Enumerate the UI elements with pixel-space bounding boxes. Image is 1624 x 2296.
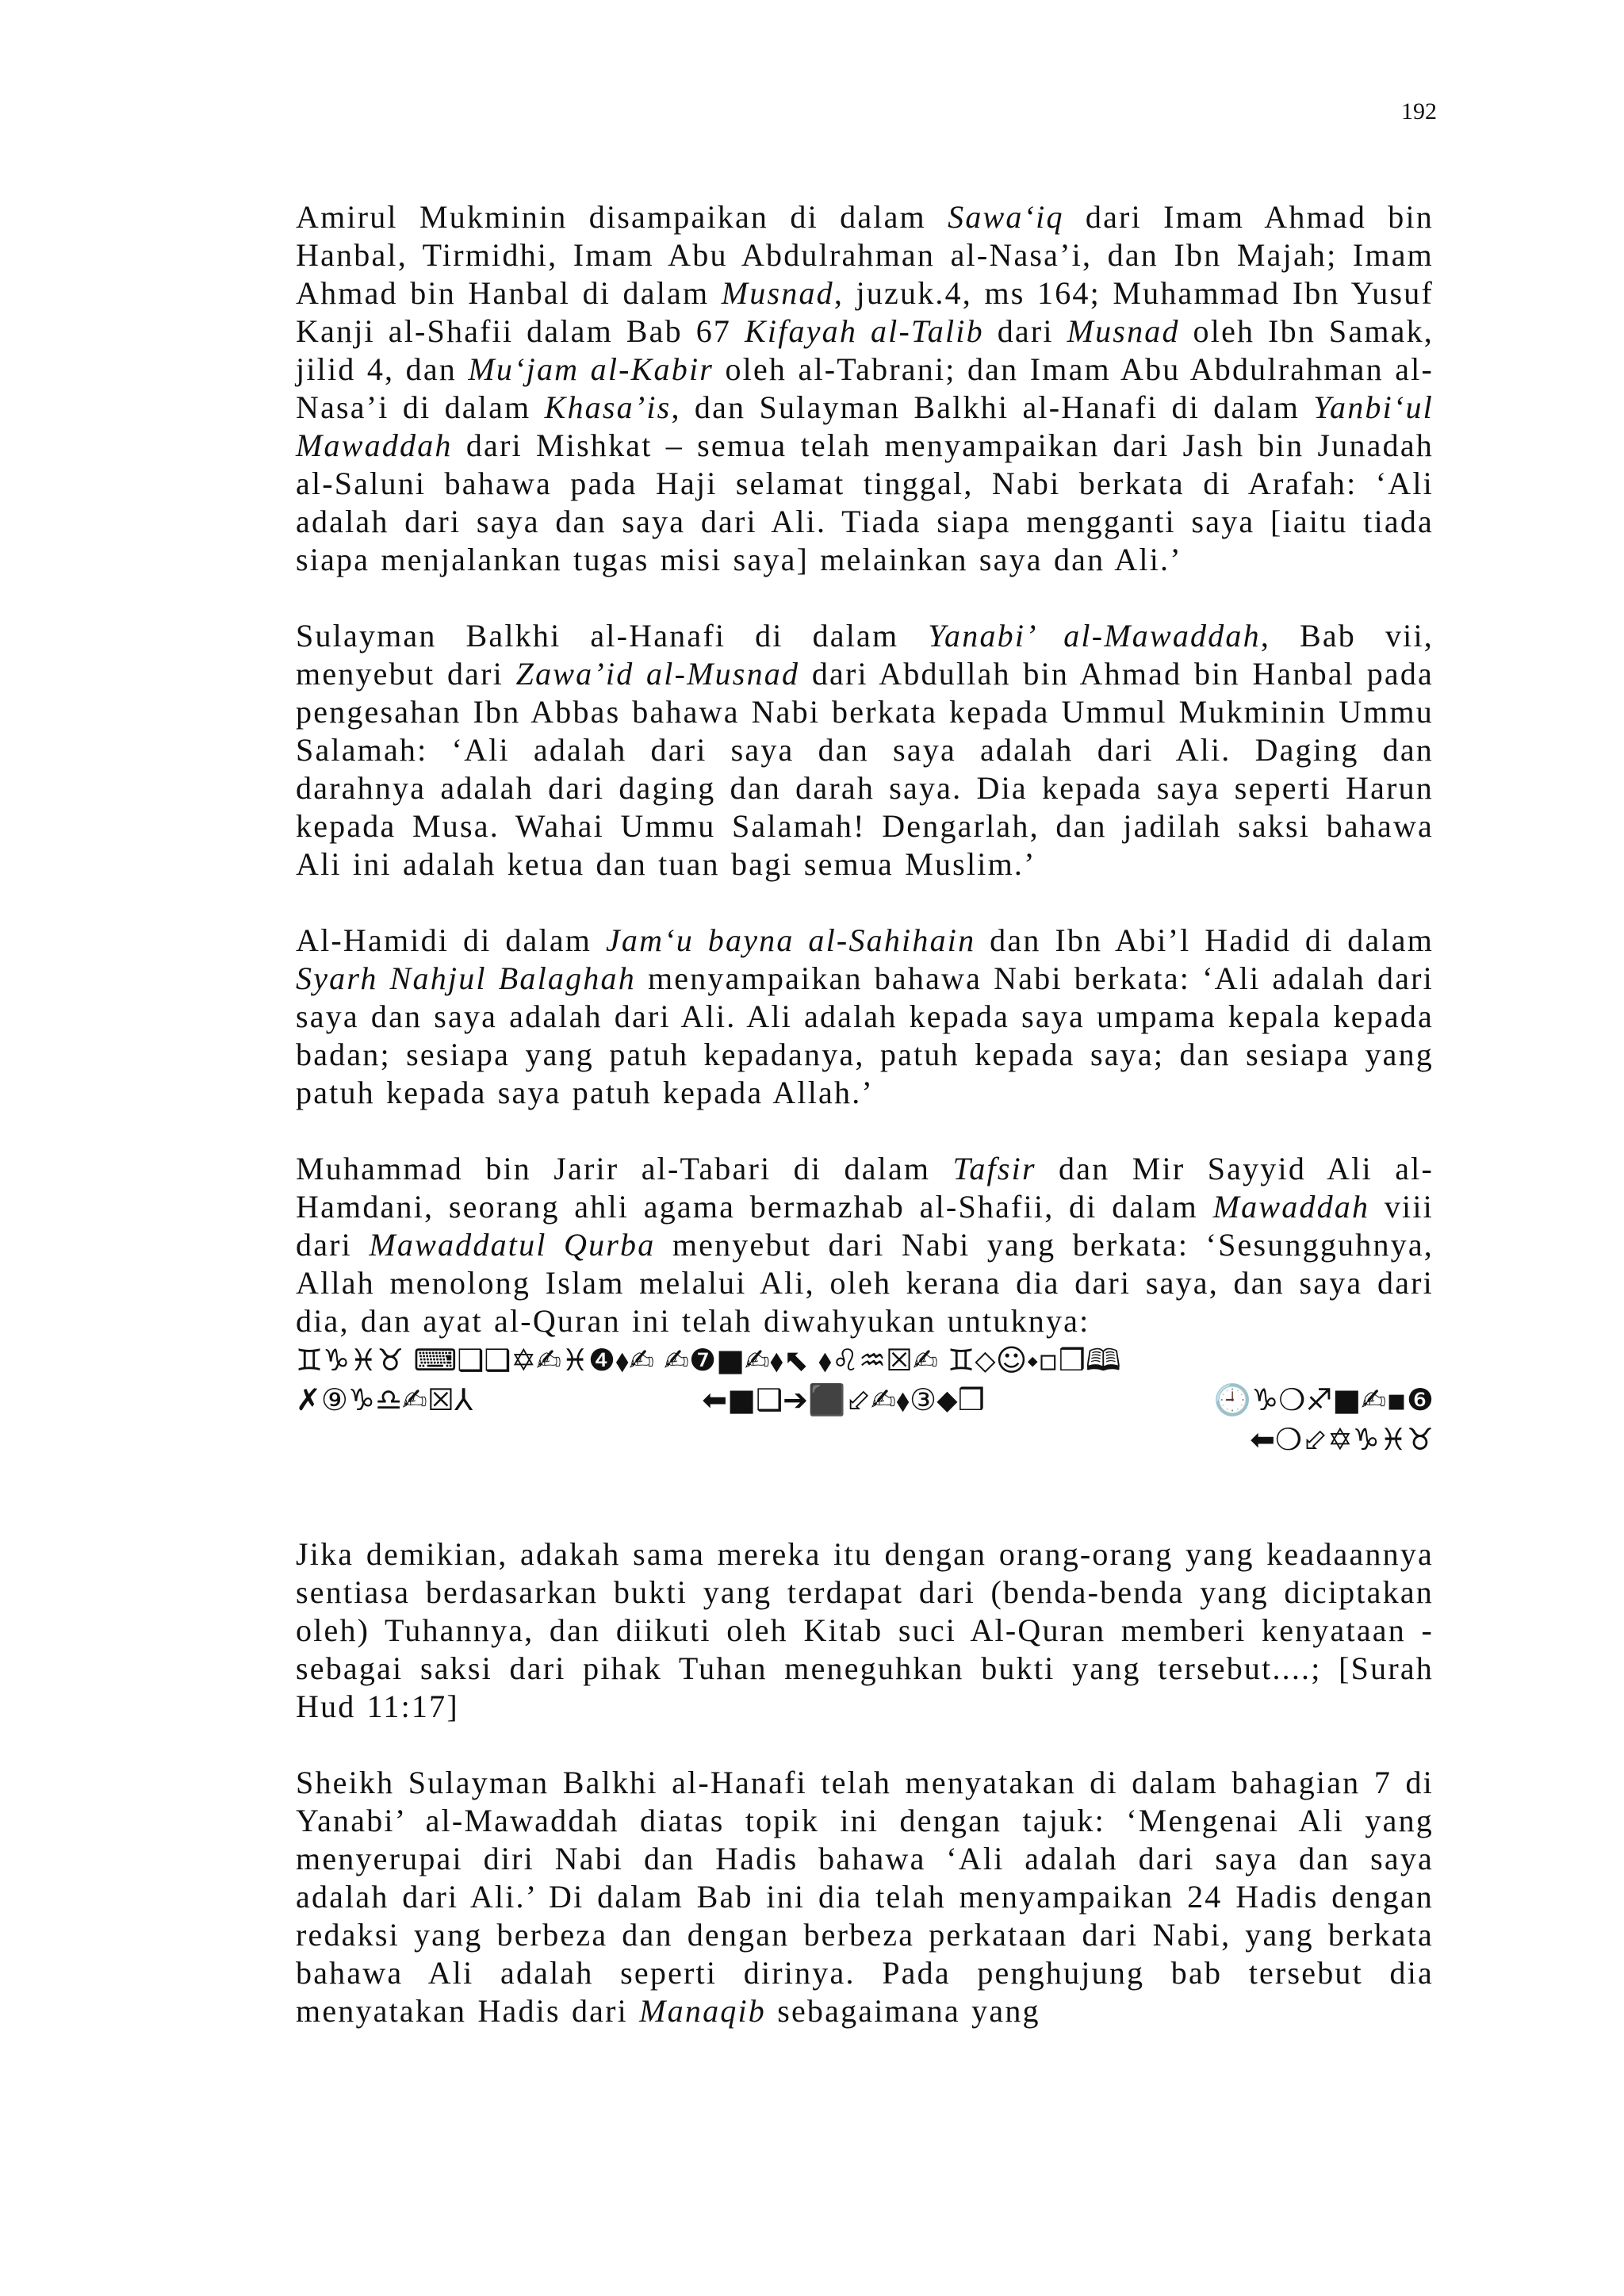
text-run: Al-Hamidi di dalam <box>296 922 606 958</box>
arabic-verse-line-2 <box>296 1380 1434 1420</box>
body-paragraph <box>296 198 1434 579</box>
italic-title-run: Mawaddatul Qurba <box>369 1227 656 1263</box>
body-paragraph <box>296 1535 1434 1726</box>
text-run: sebagaimana yang <box>766 1993 1040 2029</box>
text-run: Muhammad bin Jarir al-Tabari di dalam <box>296 1151 953 1186</box>
italic-title-run: Kifayah al-Talib <box>745 313 984 349</box>
arabic-verse-block <box>296 1340 1434 1459</box>
paragraphs-after-verse <box>296 1535 1434 2030</box>
body-paragraph <box>296 617 1434 884</box>
text-run: dari Mishkat – semua telah menyampaikan dari Jash bin Junadah al-Saluni bahawa pada Haji selamat tinggal, Nabi berkata di Arafah: ‘Ali adalah dari saya dan saya dari Ali. Tiada siapa mengganti saya [iaitu tiada siapa menjalankan tugas misi saya] melainkan saya dan Ali.’ <box>296 427 1434 577</box>
arabic-verse-line-1: ♊♑♓♉ ⌨❑❑✡✍♓❹⬧✍ ✍❼■✍⬧⬉ ⬧♌♒☒✍ ♊⬦☺⬩▫❒🕮 <box>296 1343 1121 1378</box>
text-run: dan Ibn Abi’l Hadid di dalam <box>975 922 1434 958</box>
text-run: menyampaikan bahawa Nabi berkata: ‘Ali adalah dari saya dan saya adalah dari Ali. Ali adalah kepada saya umpama kepala kepada badan; sesiapa yang patuh kepadanya, patuh kepada saya; dan sesiapa yang patuh kepada saya patuh kepada Allah.’ <box>296 960 1434 1110</box>
italic-title-run: Khasa’is <box>544 389 672 425</box>
page-body <box>296 198 1434 2030</box>
text-run: , juzuk.4, ms 164; Muhammad Ibn Yusuf Kanji al-Shafii dalam Bab 67 <box>296 275 1434 349</box>
italic-title-run: Mu‘jam al-Kabir <box>468 351 714 387</box>
body-paragraph <box>296 922 1434 1112</box>
italic-title-run: Musnad <box>721 275 834 311</box>
text-run: oleh Ibn Samak, jilid 4, dan <box>296 313 1434 387</box>
text-run: dari Imam Ahmad bin Hanbal, Tirmidhi, Imam Abu Abdulrahman al-Nasa’i, dan Ibn Majah; Imam Ahmad bin Hanbal di dalam <box>296 199 1434 311</box>
text-run: dan Mir Sayyid Ali al-Hamdani, seorang ahli agama bermazhab al-Shafii, di dalam <box>296 1151 1434 1225</box>
arabic-verse-segment: ✗⑨♑♎✍☒⅄ <box>296 1382 473 1417</box>
body-paragraph <box>296 1764 1434 2030</box>
arabic-verse-segment: 🕘♑❍♐■✍▪❻ <box>1213 1382 1434 1417</box>
text-run: Sheikh Sulayman Balkhi al-Hanafi telah menyatakan di dalam bahagian 7 di Yanabi’ al-Mawaddah diatas topik ini dengan tajuk: ‘Mengenai Ali yang menyerupai diri Nabi dan Hadis bahawa ‘Ali adalah dari saya dan saya adalah dari Ali.’ Di dalam Bab ini dia telah menyampaikan 24 Hadis dengan redaksi yang berbeza dan dengan berbeza perkataan dari Nabi, yang berkata bahawa Ali adalah seperti dirinya. Pada penghujung bab tersebut dia menyatakan Hadis dari <box>296 1765 1434 2029</box>
text-run: menyebut dari Nabi yang berkata: ‘Sesungguhnya, Allah menolong Islam melalui Ali, oleh kerana dia dari saya, dan saya dari dia, dan ayat al-Quran ini telah diwahyukan untuknya: <box>296 1227 1434 1339</box>
text-run: , Bab vii, menyebut dari <box>296 618 1434 692</box>
text-run: Jika demikian, adakah sama mereka itu dengan orang-orang yang keadaannya sentiasa berdasarkan bukti yang terdapat dari (benda-benda yang diciptakan oleh) Tuhannya, dan diikuti oleh Kitab suci Al-Quran memberi kenyataan - sebagai saksi dari pihak Tuhan meneguhkan bukti yang tersebut....; [Surah Hud 11:17] <box>296 1536 1434 1724</box>
italic-title-run: Yanbi‘ul Mawaddah <box>296 389 1434 463</box>
text-run: dari <box>983 313 1067 349</box>
italic-title-run: Zawa’id al-Musnad <box>515 656 800 692</box>
text-run: Amirul Mukminin disampaikan di dalam <box>296 199 948 235</box>
text-run: Sulayman Balkhi al-Hanafi di dalam <box>296 618 929 654</box>
italic-title-run: Jam‘u bayna al-Sahihain <box>605 922 976 958</box>
italic-title-run: Musnad <box>1067 313 1180 349</box>
arabic-verse-line-3: ⬅❍⬃✡♑♓♉ <box>1250 1422 1434 1457</box>
arabic-verse-segment: ⬅■❑➔⬛⬃✍⬧③⬥❒ <box>702 1382 985 1417</box>
text-run: viii dari <box>296 1189 1434 1263</box>
page-number: 192 <box>1401 98 1437 125</box>
body-paragraph <box>296 1150 1434 1340</box>
italic-title-run: Tafsir <box>952 1151 1036 1186</box>
paragraphs-before-verse <box>296 198 1434 1340</box>
italic-title-run: Sawa‘iq <box>948 199 1064 235</box>
italic-title-run: Syarh Nahjul Balaghah <box>296 960 636 996</box>
italic-title-run: Yanabi’ al-Mawaddah <box>928 618 1261 654</box>
text-run: dari Abdullah bin Ahmad bin Hanbal pada pengesahan Ibn Abbas bahawa Nabi berkata kepada Ummul Mukminin Ummu Salamah: ‘Ali adalah dari saya dan saya adalah dari Ali. Daging dan darahnya adalah dari daging dan darah saya. Dia kepada saya seperti Harun kepada Musa. Wahai Ummu Salamah! Dengarlah, dan jadilah saksi bahawa Ali ini adalah ketua dan tuan bagi semua Muslim.’ <box>296 656 1434 882</box>
text-run: oleh al-Tabrani; dan Imam Abu Abdulrahman al-Nasa’i di dalam <box>296 351 1434 425</box>
italic-title-run: Manaqib <box>639 1993 766 2029</box>
italic-title-run: Mawaddah <box>1212 1189 1370 1225</box>
text-run: , dan Sulayman Balkhi al-Hanafi di dalam <box>671 389 1314 425</box>
